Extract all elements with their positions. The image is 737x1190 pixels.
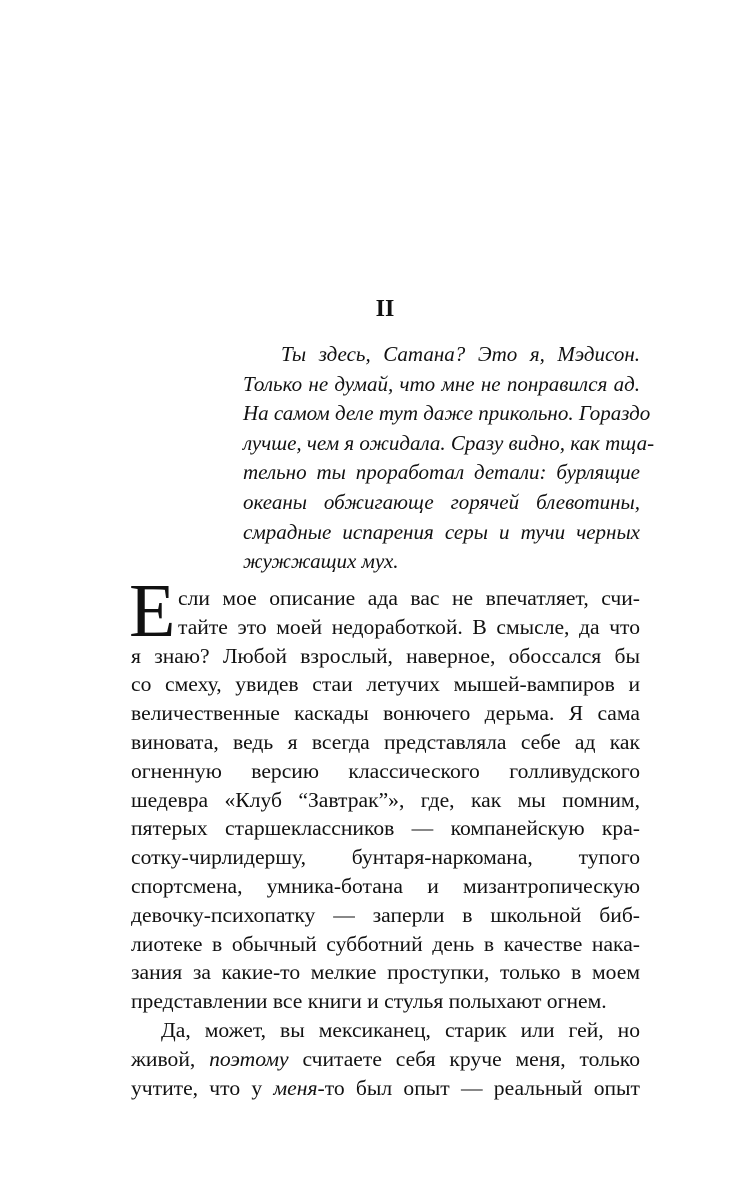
body-text <box>131 584 640 1102</box>
epigraph-line: смрадные испарения серы и тучи черных <box>243 519 640 544</box>
text-run: учтите, что у <box>131 1075 274 1100</box>
epigraph-line: лучше, чем я ожидала. Сразу видно, как тща- <box>243 430 655 455</box>
emphasis-text: меня <box>273 1075 318 1100</box>
epigraph-line: океаны обжигающе горячей блевотины, <box>243 489 640 514</box>
paragraph-line: зания за какие-то мелкие проступки, только в моем <box>131 960 640 985</box>
paragraph-line: спортсмена, умника-ботана и мизантропическую <box>131 873 640 898</box>
paragraph-line: со смеху, увидев стаи летучих мышей-вампиров и <box>131 672 640 697</box>
chapter-number: II <box>375 296 395 322</box>
paragraph-line <box>131 1074 640 1103</box>
drop-cap-letter: Е <box>129 569 176 653</box>
paragraph-line: сли мое описание ада вас не впечатляет, счи- <box>178 586 640 610</box>
paragraph-line: лиотеке в обычный субботний день в качестве нака- <box>131 931 640 956</box>
paragraph-line: виновата, ведь я всегда представляла себе ад как <box>131 729 640 754</box>
paragraph-line <box>131 1045 640 1074</box>
epigraph <box>243 340 655 577</box>
paragraph-line: шедевра «Клуб “Завтрак”», где, как мы помним, <box>131 787 640 812</box>
paragraph-line: Да, может, вы мексиканец, старик или гей, но <box>161 1017 640 1042</box>
epigraph-line: Ты здесь, Сатана? Это я, Мэдисон. <box>281 342 640 366</box>
epigraph-line: Только не думай, что мне не понравился ад. <box>243 371 640 396</box>
paragraph-line: девочку-психопатку — заперли в школьной биб- <box>131 902 640 927</box>
paragraph-line: тайте это моей недоработкой. В смысле, да что <box>178 614 640 639</box>
emphasis-text: поэтому <box>209 1046 289 1071</box>
epigraph-line: На самом деле тут даже прикольно. Гораздо <box>243 401 651 426</box>
epigraph-line: тельно ты проработал детали: бурлящие <box>243 460 640 485</box>
paragraph-line: огненную версию классического голливудского <box>131 758 640 783</box>
paragraph-line: представлении все книги и стулья полыхают огнем. <box>131 989 607 1014</box>
epigraph-line: жужжащих мух. <box>243 549 399 574</box>
text-run: считаете себя круче меня, только <box>288 1046 640 1071</box>
text-run: -то был опыт — реальный опыт <box>317 1075 640 1100</box>
paragraph-line: сотку-чирлидершу, бунтаря-наркомана, тупого <box>131 845 640 870</box>
paragraph-line: я знаю? Любой взрослый, наверное, обоссался бы <box>131 643 640 668</box>
text-run: живой, <box>131 1046 210 1071</box>
paragraph-line: пятерых старшеклассников — компанейскую кра- <box>131 816 640 841</box>
paragraph-line: величественные каскады вонючего дерьма. Я сама <box>131 701 640 726</box>
